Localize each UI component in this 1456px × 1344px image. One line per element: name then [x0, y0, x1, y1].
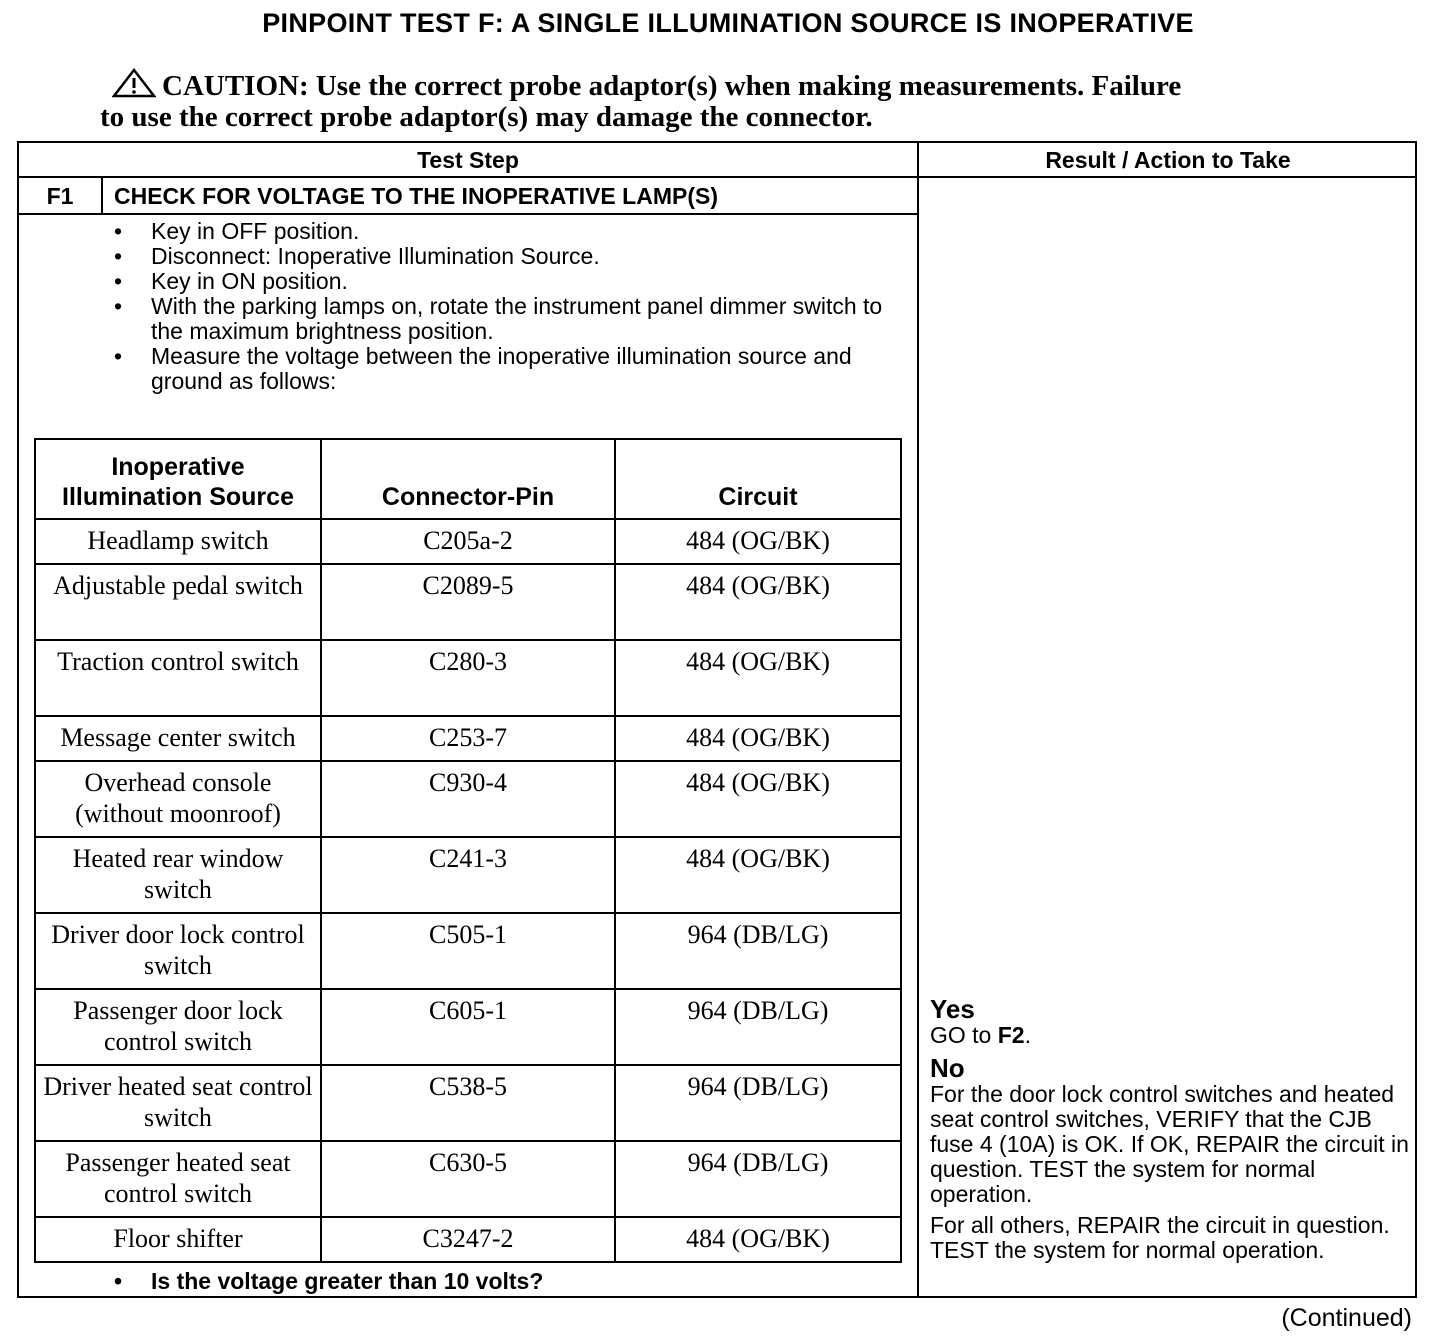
circuit-cell: 484 (OG/BK) — [615, 716, 901, 761]
source-cell: Driver heated seat control switch — [35, 1065, 321, 1141]
table-row — [35, 1141, 901, 1217]
continued-note: (Continued) — [1281, 1304, 1412, 1332]
pin-cell: C538-5 — [321, 1065, 615, 1141]
instruction-item: • Measure the voltage between the inoperative illumination source and ground as follows: — [114, 344, 904, 394]
no-action-text: For the door lock control switches and heated seat control switches, VERIFY that the CJB fuse 4 (10A) is OK. If OK, REPAIR the circuit in question. TEST the system for normal operation. — [930, 1081, 1409, 1207]
table-row — [35, 519, 901, 564]
page-title: PINPOINT TEST F: A SINGLE ILLUMINATION SOURCE IS INOPERATIVE — [262, 8, 1194, 38]
table-row — [35, 1065, 901, 1141]
pin-cell: C930-4 — [321, 761, 615, 837]
source-cell: Passenger heated seat control switch — [35, 1141, 321, 1217]
table-row — [35, 716, 901, 761]
pin-cell: C630-5 — [321, 1141, 615, 1217]
step-id-divider — [101, 178, 103, 214]
table-row — [35, 761, 901, 837]
source-cell: Driver door lock control switch — [35, 913, 321, 989]
circuit-cell: 964 (DB/LG) — [615, 913, 901, 989]
source-cell: Headlamp switch — [35, 519, 321, 564]
instruction-item: • With the parking lamps on, rotate the instrument panel dimmer switch to the maximum brightness position. — [114, 294, 904, 344]
source-cell: Overhead console (without moonroof) — [35, 761, 321, 837]
pin-cell: C241-3 — [321, 837, 615, 913]
pin-cell: C2089-5 — [321, 564, 615, 640]
yes-action-text: GO to — [930, 1022, 998, 1048]
instruction-item: • Key in ON position. — [114, 269, 904, 294]
source-cell: Traction control switch — [35, 640, 321, 716]
step-title-divider — [19, 213, 917, 215]
circuit-cell: 484 (OG/BK) — [615, 761, 901, 837]
circuit-cell: 484 (OG/BK) — [615, 1217, 901, 1262]
test-step-header: Test Step — [417, 147, 519, 173]
column-header-circuit: Circuit — [615, 439, 901, 519]
table-row — [35, 913, 901, 989]
source-cell: Floor shifter — [35, 1217, 321, 1262]
instruction-item: • Key in OFF position. — [114, 219, 904, 244]
table-header-row — [35, 439, 901, 519]
step-title: CHECK FOR VOLTAGE TO THE INOPERATIVE LAMP(S) — [114, 183, 718, 209]
yes-action-period: . — [1024, 1022, 1031, 1048]
source-cell: Message center switch — [35, 716, 321, 761]
circuit-cell: 484 (OG/BK) — [615, 837, 901, 913]
circuit-cell: 964 (DB/LG) — [615, 1065, 901, 1141]
pin-cell: C605-1 — [321, 989, 615, 1065]
pin-cell: C253-7 — [321, 716, 615, 761]
yes-label: Yes — [930, 994, 975, 1024]
no-action-text-others: For all others, REPAIR the circuit in question. TEST the system for normal operation. — [930, 1212, 1390, 1263]
yes-action — [930, 1023, 1412, 1048]
source-cell: Adjustable pedal switch — [35, 564, 321, 640]
pin-cell: C280-3 — [321, 640, 615, 716]
circuit-cell: 484 (OG/BK) — [615, 564, 901, 640]
table-row — [35, 564, 901, 640]
column-header-source: Inoperative Illumination Source — [35, 439, 321, 519]
caution-notice — [100, 68, 1330, 133]
source-cell: Heated rear window switch — [35, 837, 321, 913]
no-label: No — [930, 1053, 965, 1083]
result-action-cell — [930, 995, 1412, 1263]
circuit-cell: 964 (DB/LG) — [615, 1141, 901, 1217]
circuit-cell: 484 (OG/BK) — [615, 519, 901, 564]
illumination-source-table — [34, 438, 902, 1263]
column-header-pin: Connector-Pin — [321, 439, 615, 519]
caution-line-2: to use the correct probe adaptor(s) may damage the connector. — [100, 101, 873, 133]
circuit-cell: 964 (DB/LG) — [615, 989, 901, 1065]
caution-line-1: CAUTION: Use the correct probe adaptor(s) when making measurements. Failure — [162, 70, 1182, 102]
table-row — [35, 837, 901, 913]
result-header: Result / Action to Take — [1045, 147, 1291, 173]
pin-cell: C505-1 — [321, 913, 615, 989]
step-question: • Is the voltage greater than 10 volts? — [114, 1268, 543, 1294]
instruction-item: • Disconnect: Inoperative Illumination Source. — [114, 244, 904, 269]
table-row — [35, 989, 901, 1065]
source-cell: Passenger door lock control switch — [35, 989, 321, 1065]
pinpoint-test-table — [17, 141, 1417, 1298]
pin-cell: C205a-2 — [321, 519, 615, 564]
step-id: F1 — [46, 183, 74, 209]
warning-triangle-icon — [112, 68, 156, 98]
table-row — [35, 640, 901, 716]
circuit-cell: 484 (OG/BK) — [615, 640, 901, 716]
pin-cell: C3247-2 — [321, 1217, 615, 1262]
instruction-list — [114, 219, 904, 394]
column-divider — [917, 143, 919, 1298]
yes-target-step: F2 — [997, 1022, 1025, 1048]
table-row — [35, 1217, 901, 1262]
